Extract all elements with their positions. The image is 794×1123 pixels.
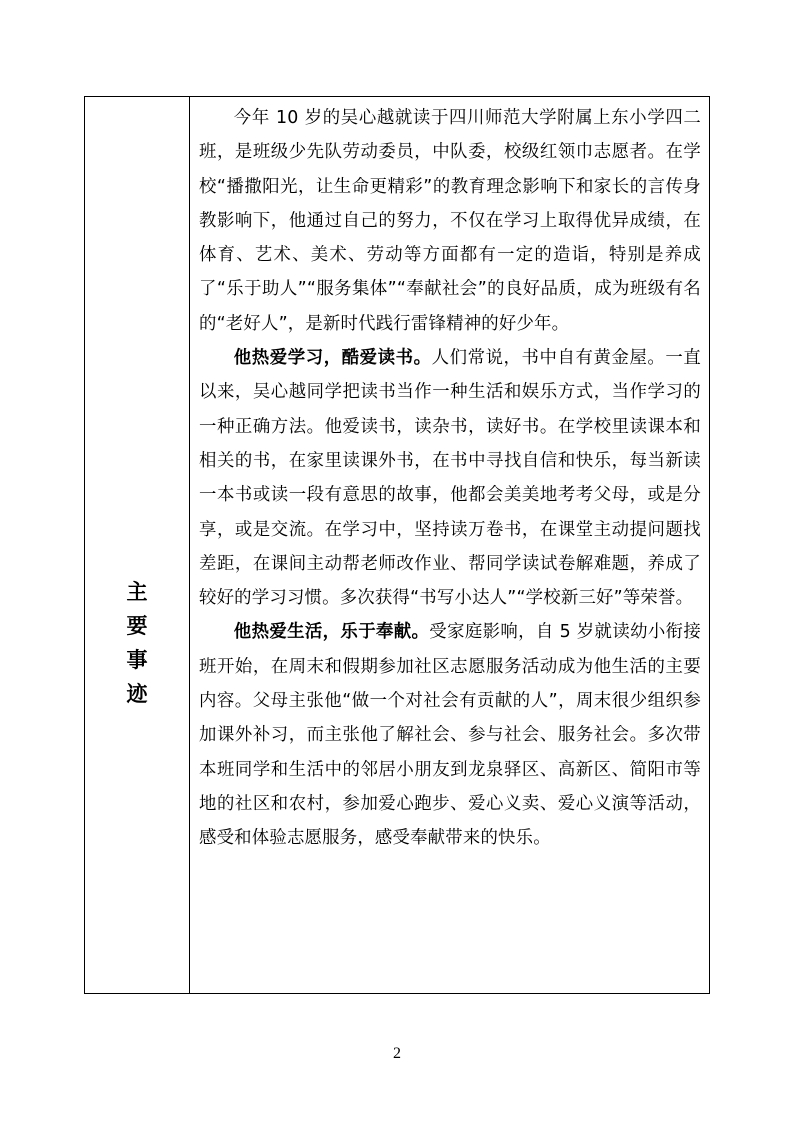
life-paragraph [199, 615, 701, 855]
paragraph-text: 受家庭影响，自 5 岁就读幼小衔接班开始，在周末和假期参加社区志愿服务活动成为他生活的主要内容。父母主张他“做一个对社会有贡献的人”，周末很少组织参加课外补习，而主张他了解社会、参与社会、服务社会。多次带本班同学和生活中的邻居小朋友到龙泉驿区、高新区、简阳市等地的社区和农村，参加爱心跑步、爱心义卖、爱心义演等活动，感受和体验志愿服务，感受奉献带来的快乐。 [199, 622, 702, 849]
intro-paragraph [199, 101, 701, 341]
paragraph-text: 人们常说，书中自有黄金屋。一直以来，吴心越同学把读书当作一种生活和娱乐方式，当作学习的一种正确方法。他爱读书，读杂书，读好书。在学校里读课本和相关的书，在家里读课外书，在书中寻找自信和快乐，每当新读一本书或读一段有意思的故事，他都会美美地考考父母，或是分享，或是交流。在学习中，坚持读万卷书，在课堂主动提问题找差距，在课间主动帮老师改作业、帮同学读试卷解难题，养成了较好的学习习惯。多次获得“书写小达人”“学校新三好”等荣誉。 [199, 348, 701, 609]
content-cell [192, 97, 709, 993]
paragraph-text: 今年 10 岁的吴心越就读于四川师范大学附属上东小学四二班，是班级少先队劳动委员，中队委，校级红领巾志愿者。在学校“播撒阳光，让生命更精彩”的教育理念影响下和家长的言传身教影响下，他通过自己的努力，不仅在学习上取得优异成绩，在体育、艺术、美术、劳动等方面都有一定的造诣，特别是养成了“乐于助人”“服务集体”“奉献社会”的良好品质，成为班级有名的“老好人”，是新时代践行雷锋精神的好少年。 [199, 108, 701, 334]
paragraph-lead: 他热爱学习，酷爱读书。 [233, 348, 432, 369]
study-paragraph [199, 341, 701, 615]
label-char: 要 [126, 614, 148, 638]
deeds-table [84, 96, 710, 994]
label-cell [85, 97, 190, 993]
paragraph-lead: 他热爱生活，乐于奉献。 [233, 622, 430, 643]
page-number: 2 [393, 1045, 401, 1062]
label-char: 主 [126, 580, 148, 604]
label-char: 迹 [126, 682, 148, 706]
label-char: 事 [126, 648, 148, 672]
main-deeds-label [85, 575, 189, 711]
